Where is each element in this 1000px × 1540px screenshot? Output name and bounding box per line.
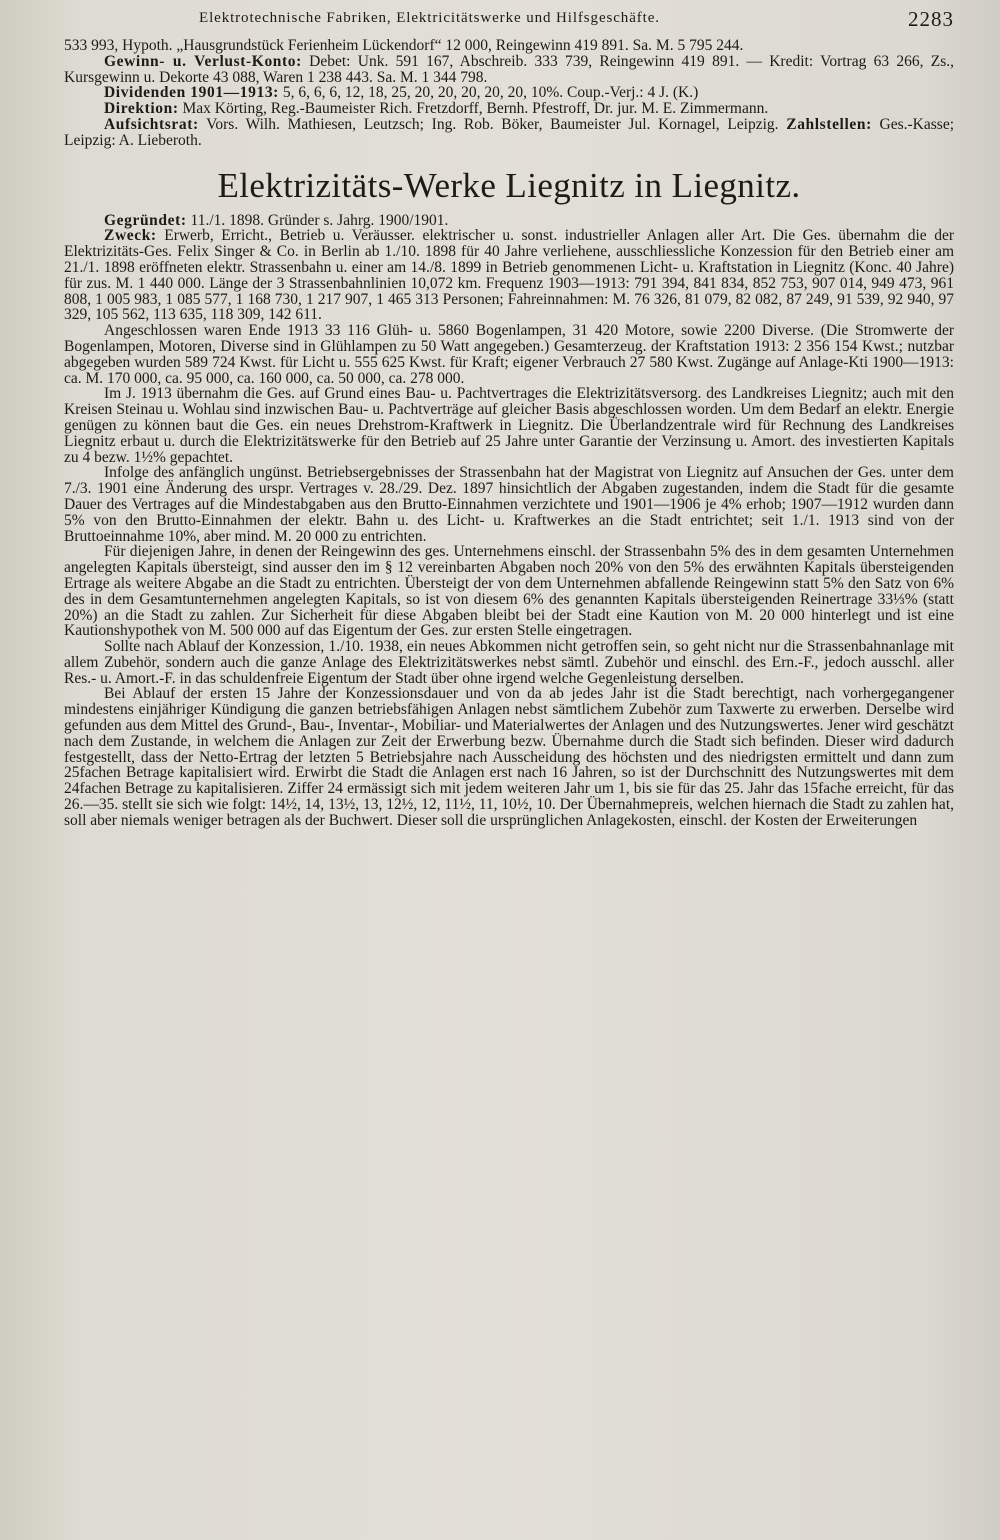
balance-continuation: 533 993, Hypoth. „Hausgrundstück Ferienheim Lückendorf“ 12 000, Reingewinn 419 891. Sa. M. 5 795 244. <box>64 37 744 54</box>
section-label: Aufsichtsrat: <box>104 115 199 133</box>
section-text: 5, 6, 6, 6, 12, 18, 25, 20, 20, 20, 20, 20, 10%. Coup.-Verj.: 4 J. (K.) <box>278 84 699 102</box>
paragraph-profit-share: Für diejenigen Jahre, in denen der Reingewinn des ges. Unternehmens einschl. der Strassenbahn 5% des in dem gesamten Unternehmen angelegten Kapitals übersteigt, sind ausser den im § 12 vereinbarten Abgaben noch 20% von den 5% des erwähnten Kapitals übersteigenden Ertrage als weitere Abgabe an die Stadt zu entrichten. Übersteigt der von dem Unternehmen abfallende Reingewinn statt 5% den Satz von 6% des in dem Gesamtunternehmen angelegten Kapitals, so ist von diesem 6% des genannten Kapitals übersteigenden Reinertrage 33⅓% (statt 20%) an die Stadt zu zahlen. Zur Sicherheit für diese Abgaben bleibt bei der Stadt eine Kaution von M. 20 000 hinterlegt und ist eine Kautionshypothek von M. 500 000 auf das Eigentum der Ges. zur ersten Stelle eingetragen. <box>64 543 954 640</box>
running-header <box>64 7 954 38</box>
section-label: Direktion: <box>104 100 179 118</box>
founded <box>64 213 954 229</box>
company-heading: Elektrizitäts-Werke Liegnitz in Liegnitz. <box>217 165 801 205</box>
section-label: Zahlstellen: <box>786 115 872 133</box>
section-text: 11./1. 1898. Gründer s. Jahrg. 1900/1901. <box>186 211 449 229</box>
paragraph-district-supply: Im J. 1913 übernahm die Ges. auf Grund eines Bau- u. Pachtvertrages die Elektrizitätsversorg. des Landkreises Liegnitz; auch mit den Kreisen Steinau u. Wohlau sind inzwischen Bau- u. Pachtverträge auf gleicher Basis abgeschlossen worden. Um dem Bedarf an elektr. Energie genügen zu können baut die Ges. ein neues Drehstrom-Kraftwerk in Liegnitz. Die Überlandzentrale wird für Rechnung des Landkreises Liegnitz erbaut u. durch die Elektrizitätswerke für den Betrieb auf 25 Jahre unter Garantie der Verzinsung u. Amort. des investierten Kapitals zu 4 bezw. 1½% gepachtet. <box>64 385 954 466</box>
section-label: Zweck: <box>104 227 157 245</box>
section-text: Debet: Unk. 591 167, Abschreib. 333 739, Reingewinn 419 891. — Kredit: Vortrag 63 266, Zs., Kursgewinn u. Dekorte 43 088, Waren 1 238 443. Sa. M. 1 344 798. <box>64 52 954 86</box>
section-text: Ges.-Kasse; Leipzig: A. Lieberoth. <box>64 115 955 149</box>
paragraph-concession-end: Sollte nach Ablauf der Konzession, 1./10. 1938, ein neues Abkommen nicht getroffen sein, so geht nicht nur die Strassenbahnanlage mit allem Zubehör, sondern auch die ganze Anlage des Elektrizitätswerkes nebst sämtl. Zubehör und einschl. des Ern.-F., jedoch ausschl. aller Res.- u. Amort.-F. in das schuldenfreie Eigentum der Stadt über ohne irgend welche Gegenleistung derselben. <box>64 638 954 687</box>
section-label: Dividenden 1901—1913: <box>104 84 279 102</box>
profit-loss-account <box>64 54 954 86</box>
paragraph-connections: Angeschlossen waren Ende 1913 33 116 Glüh- u. 5860 Bogenlampen, 31 420 Motore, sowie 2200 Diverse. (Die Stromwerte der Bogenlampen, Motoren, Diverse sind in Glühlampen zu 50 Watt angegeben.) Gesamterzeug. der Kraftstation 1913: 2 356 154 Kwst.; nutzbar abgegeben wurden 589 724 Kwst. für Licht u. 555 625 Kwst. für Kraft; eigener Verbrauch 27 580 Kwst. Zugänge auf Anlage-Kti 1900—1913: ca. M. 170 000, ca. 95 000, ca. 160 000, ca. 50 000, ca. 278 000. <box>64 322 954 387</box>
dividends <box>64 85 954 101</box>
running-title: Elektrotechnische Fabriken, Elektricitätswerke und Hilfsgeschäfte. <box>199 10 660 26</box>
paragraph-city-levies: Infolge des anfänglich ungünst. Betriebsergebnisses der Strassenbahn hat der Magistrat von Liegnitz auf Ansuchen der Ges. unter dem 7./3. 1901 eine Änderung des urspr. Vertrages v. 28./29. Dez. 1897 hinsichtlich der Abgaben zugestanden, indem die Stadt für die gesamte Dauer des Vertrages auf die Mindestabgaben aus den Brutto-Einnahmen verzichtete und 1901—1906 je 4% erhob; 1907—1912 wurden dann 5% von den Brutto-Einnahmen der elektr. Bahn u. des Licht- u. Kraftwerkes an die Stadt entrichtet; seit 1./1. 1913 sind von der Bruttoeinnahme 10%, aber mind. M. 20 000 zu entrichten. <box>64 464 954 545</box>
section-text: Vors. Wilh. Mathiesen, Leutzsch; Ing. Rob. Böker, Baumeister Jul. Kornagel, Leipzig. <box>198 115 787 133</box>
paragraph-purchase-right: Bei Ablauf der ersten 15 Jahre der Konzessionsdauer und von da ab jedes Jahr ist die Stadt berechtigt, nach vorhergegangener mindestens einjähriger Kündigung die ganzen betriebsfähigen Anlagen nebst sämtlichem Zubehör zum Taxwerte zu erwerben. Derselbe wird gefunden aus dem Mittel des Grund-, Bau-, Inventar-, Mobiliar- und Materialwertes der Anlagen und des Nutzungswertes. Jener wird geschätzt nach dem Zustande, in welchem die Anlagen zur Zeit der Erwerbung bezw. Übernahme durch die Stadt sich befinden. Dieser wird dadurch festgestellt, dass der Netto-Ertrag der letzten 5 Betriebsjahre nach Ausscheidung des höchsten und des niedrigsten ermittelt und dann zum 25fachen Betrage kapitalisiert wird. Erwirbt die Stadt die Anlagen erst nach 16 Jahren, so ist der Durchschnitt des Nutzungswertes mit dem 24fachen Betrage zu kapitalisieren. Ziffer 24 ermässigt sich mit jedem weiteren Jahr um 1, bis sie für das 25. Jahr das 15fache erreicht, für das 26.—35. stellt sie sich wie folgt: 14½, 14, 13½, 13, 12½, 12, 11½, 11, 10½, 10. Der Übernahmepreis, welchen hiernach die Stadt zu zahlen hat, soll aber niemals weniger betragen als der Buchwert. Dieser soll die ursprünglichen Anlagekosten, einschl. der Kosten der Erweiterungen <box>64 685 954 829</box>
purpose <box>64 228 954 323</box>
section-text: Erwerb, Erricht., Betrieb u. Veräusser. elektrischer u. sonst. industrieller Anlagen aller Art. Die Ges. übernahm die der Elektrizitäts-Ges. Felix Singer & Co. in Berlin ab 1./10. 1898 für 40 Jahre verliehene, ausschliessliche Konzession für den Betrieb einer am 21./1. 1898 eröffneten elektr. Strassenbahn u. einer am 14./8. 1899 in Betrieb genommenen Licht- u. Kraftstation in Liegnitz (Konc. 40 Jahre) für zus. M. 1 440 000. Länge der 3 Strassenbahnlinien 10,072 km. Frequenz 1903—1913: 791 394, 841 834, 852 753, 907 014, 949 473, 961 808, 1 005 983, 1 085 577, 1 168 730, 1 217 907, 1 465 313 Personen; Fahreinnahmen: M. 76 326, 81 079, 82 082, 87 249, 91 539, 92 940, 97 329, 105 562, 113 635, 118 309, 142 611. <box>64 227 954 324</box>
section-label: Gegründet: <box>104 211 187 229</box>
section-label: Gewinn- u. Verlust-Konto: <box>104 52 302 70</box>
supervisory-board <box>64 117 954 149</box>
section-text: Max Körting, Reg.-Baumeister Rich. Fretzdorff, Bernh. Pfestroff, Dr. jur. M. E. Zimmermann. <box>178 100 769 118</box>
management-board <box>64 101 954 117</box>
page-number: 2283 <box>908 7 954 31</box>
